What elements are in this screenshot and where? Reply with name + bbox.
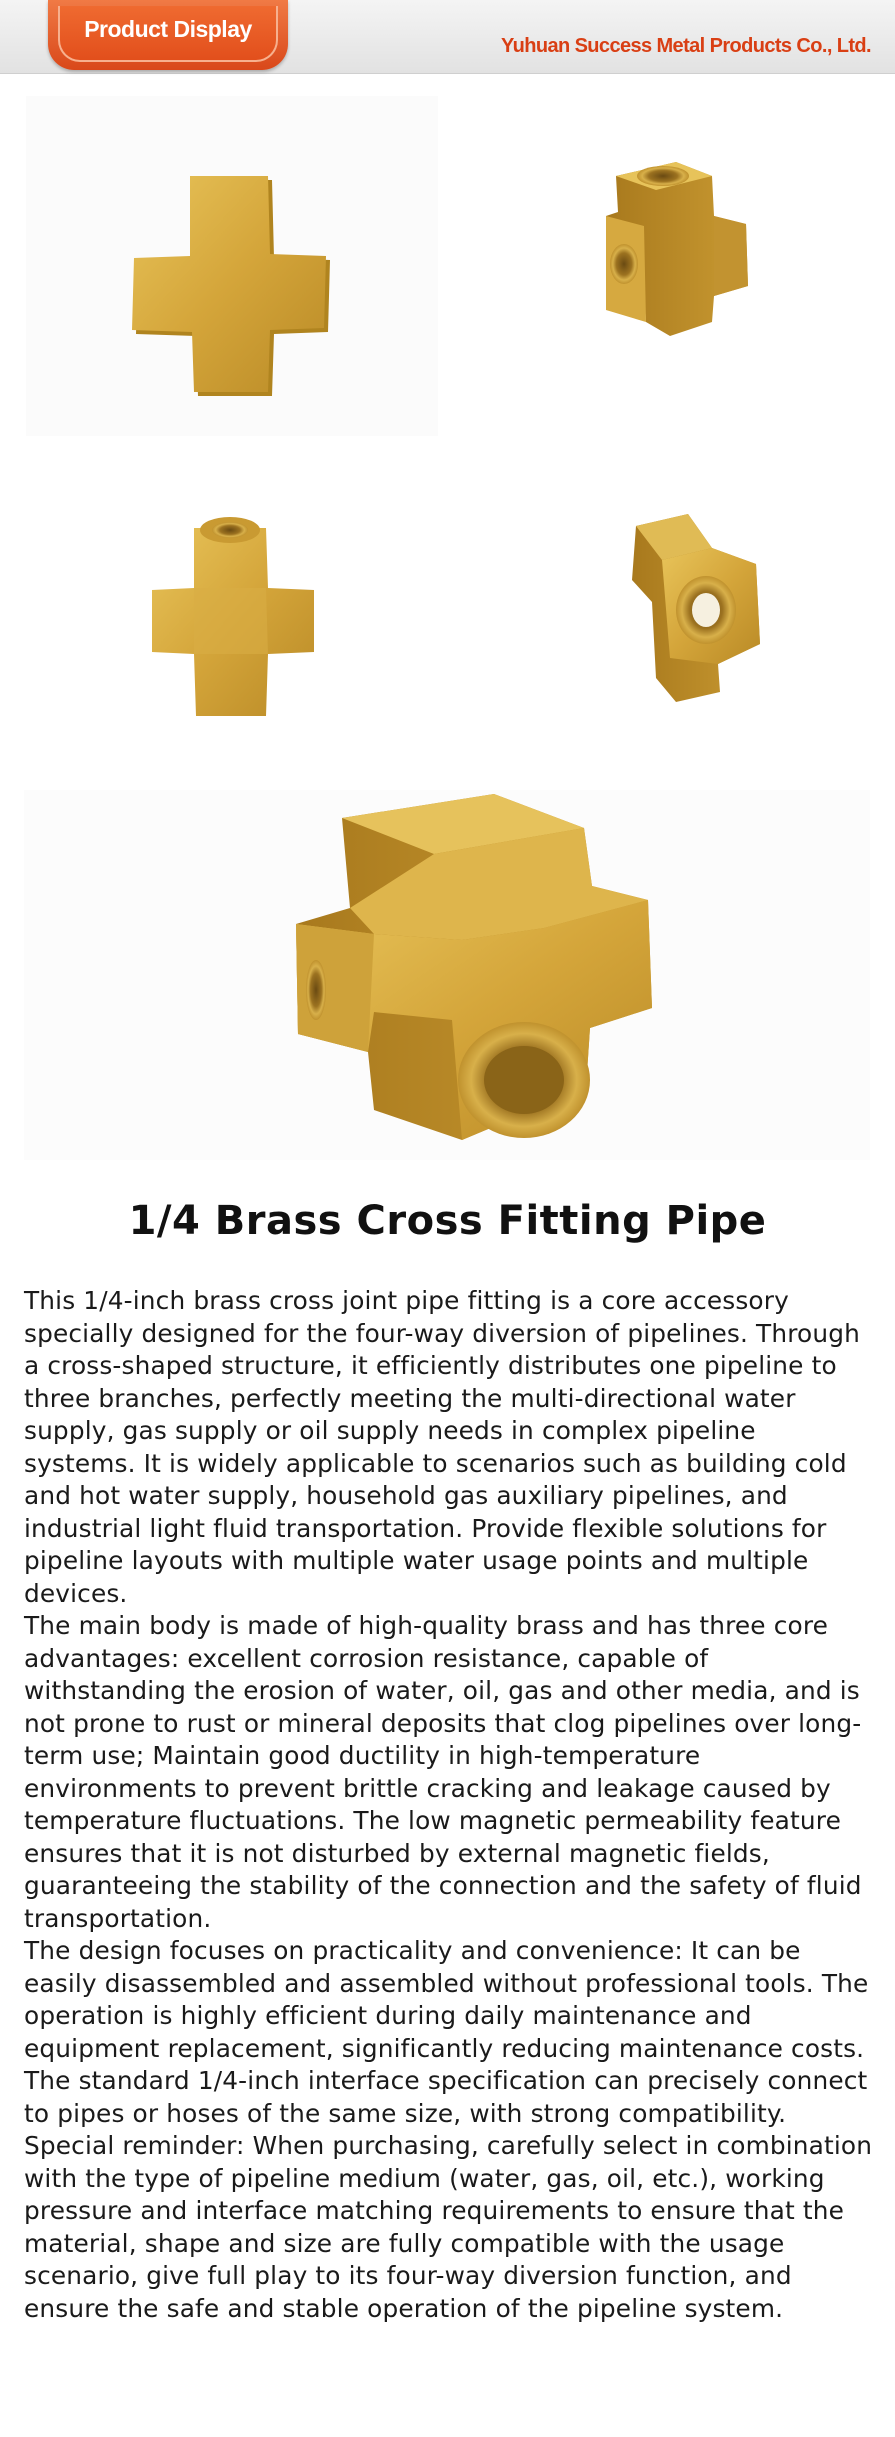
product-photo-large	[24, 790, 870, 1160]
product-title: 1/4 Brass Cross Fitting Pipe	[128, 1198, 767, 1244]
description-paragraph: The main body is made of high-quality brass and has three core advantages: excellent corrosion resistance, capable of withstanding the erosion of water, oil, gas and other media, and is not prone to rust or mineral deposits that clog pipelines over long-term use; Maintain good ductility in high-temperature environments to prevent brittle cracking and leakage caused by temperature fluctuations. The low magnetic permeability feature ensures that it is not disturbed by external magnetic fields, guaranteeing the stability of the connection and the safety of fluid transportation.	[24, 1611, 862, 1933]
header-banner	[0, 0, 895, 74]
product-description	[24, 1285, 874, 2325]
product-photo-side-bore	[456, 462, 868, 772]
description-paragraph: This 1/4-inch brass cross joint pipe fitting is a core accessory specially designed for the four-way diversion of pipelines. Through a cross-shaped structure, it efficiently distributes one pipeline to three branches, perfectly meeting the multi-directional water supply, gas supply or oil supply needs in complex pipeline systems. It is widely applicable to scenarios such as building cold and hot water supply, household gas auxiliary pipelines, and industrial light fluid transportation. Provide flexible solutions for pipeline layouts with multiple water usage points and multiple devices.	[24, 1286, 860, 1608]
product-photo-front	[26, 96, 438, 436]
product-display-label: Product Display	[84, 16, 252, 42]
company-name: Yuhuan Success Metal Products Co., Ltd.	[500, 35, 871, 57]
product-photo-angled-top	[456, 96, 868, 436]
description-paragraph: The design focuses on practicality and convenience: It can be easily disassembled and assembled without professional tools. The operation is highly efficient during daily maintenance and equipment replacement, significantly reducing maintenance costs. The standard 1/4-inch interface specification can precisely connect to pipes or hoses of the same size, with strong compatibility. Special reminder: When purchasing, carefully select in combination with the type of pipeline medium (water, gas, oil, etc.), working pressure and interface matching requirements to ensure that the material, shape and size are fully compatible with the usage scenario, give full play to its four-way diversion function, and ensure the safe and stable operation of the pipeline system.	[24, 1936, 873, 2323]
product-photo-top-view	[26, 462, 438, 772]
